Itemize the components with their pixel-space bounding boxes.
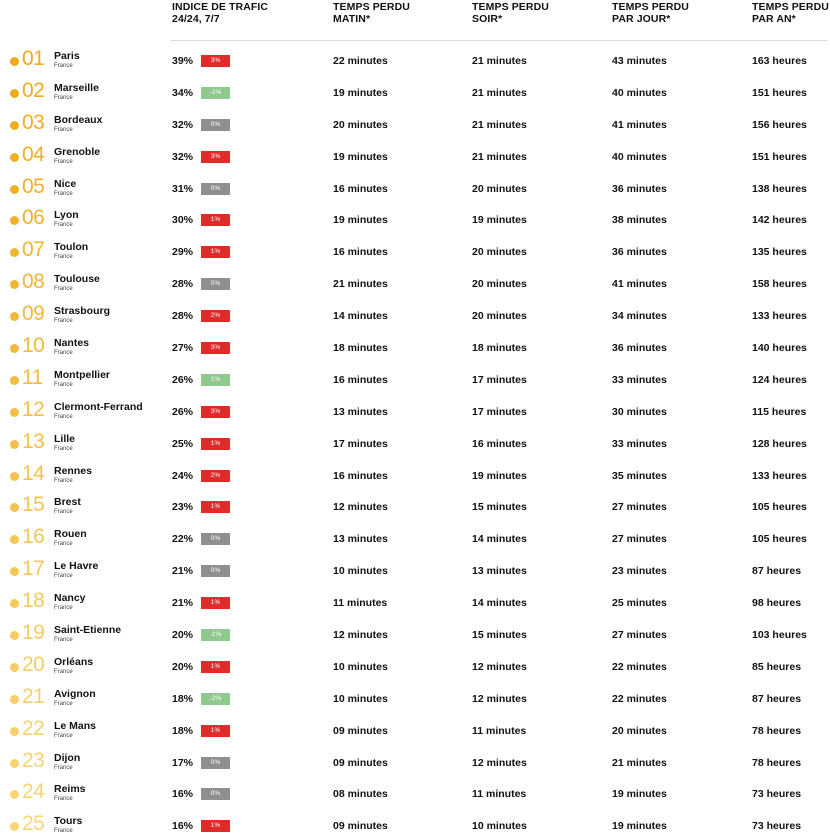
morning-time: 16 minutes — [333, 246, 388, 259]
daily-time: 25 minutes — [612, 597, 667, 610]
change-badge: 0% — [201, 757, 230, 769]
morning-time: 16 minutes — [333, 469, 388, 482]
rank-dot-icon — [10, 344, 19, 353]
country-name: France — [54, 63, 73, 69]
rank-dot-icon — [10, 153, 19, 162]
evening-time: 16 minutes — [472, 437, 527, 450]
evening-time: 20 minutes — [472, 246, 527, 259]
morning-time: 20 minutes — [333, 118, 388, 131]
yearly-time: 78 heures — [752, 756, 802, 769]
rank-dot-icon — [10, 185, 19, 194]
country-name: France — [54, 509, 73, 516]
yearly-time: 142 heures — [752, 214, 807, 227]
change-badge: 1% — [201, 597, 230, 609]
traffic-index: 20% — [172, 660, 194, 673]
morning-time: 09 minutes — [333, 820, 388, 833]
table-row — [0, 427, 830, 459]
daily-time: 27 minutes — [612, 533, 667, 546]
evening-time: 21 minutes — [472, 118, 527, 131]
morning-time: 14 minutes — [333, 310, 388, 323]
yearly-time: 128 heures — [752, 437, 807, 450]
traffic-index: 30% — [172, 214, 194, 227]
table-row — [0, 331, 830, 363]
country-name: France — [54, 190, 73, 197]
daily-time: 30 minutes — [612, 405, 667, 418]
change-badge: 1% — [201, 820, 230, 832]
traffic-index: 20% — [172, 629, 194, 642]
daily-time: 35 minutes — [612, 469, 667, 482]
traffic-index: 39% — [172, 55, 194, 67]
city-name: Montpellier — [54, 368, 111, 381]
daily-time: 20 minutes — [612, 724, 667, 737]
change-badge: -1% — [201, 629, 230, 641]
table-row — [0, 172, 830, 204]
yearly-time: 158 heures — [752, 278, 807, 291]
city-name: Saint-Etienne — [54, 624, 122, 637]
header-line: PAR AN* — [752, 13, 796, 25]
rank-number: 12 — [22, 397, 45, 421]
country-name: France — [54, 477, 73, 484]
city-name: Grenoble — [54, 145, 101, 158]
yearly-time: 105 heures — [752, 501, 807, 514]
city-name: Strasbourg — [54, 305, 111, 318]
header-line: PAR JOUR* — [612, 13, 671, 25]
morning-time: 08 minutes — [333, 788, 388, 801]
table-row — [0, 650, 830, 682]
morning-time: 22 minutes — [333, 55, 388, 67]
table-header — [0, 0, 830, 40]
evening-time: 18 minutes — [472, 342, 527, 355]
evening-time: 12 minutes — [472, 756, 527, 769]
table-row — [0, 267, 830, 299]
table-row — [0, 203, 830, 235]
yearly-time: 138 heures — [752, 182, 807, 195]
change-badge: 2% — [201, 470, 230, 482]
table-row — [0, 777, 830, 809]
morning-time: 21 minutes — [333, 278, 388, 291]
evening-time: 14 minutes — [472, 597, 527, 610]
rank-number: 18 — [22, 589, 45, 613]
rank-dot-icon — [10, 695, 19, 704]
country-name: France — [54, 700, 73, 707]
traffic-index: 24% — [172, 469, 194, 482]
table-row — [0, 235, 830, 267]
table-row — [0, 682, 830, 714]
evening-time: 17 minutes — [472, 373, 527, 386]
rank-number: 10 — [22, 334, 45, 358]
yearly-time: 135 heures — [752, 246, 807, 259]
morning-time: 16 minutes — [333, 182, 388, 195]
table-row — [0, 586, 830, 618]
yearly-time: 98 heures — [752, 597, 802, 610]
city-name: Tours — [54, 815, 83, 828]
change-badge: 1% — [201, 725, 230, 737]
traffic-index: 29% — [172, 246, 194, 259]
rank-number: 17 — [22, 557, 45, 581]
city-name: Marseille — [54, 81, 99, 94]
daily-time: 19 minutes — [612, 788, 667, 801]
country-name: France — [54, 381, 73, 388]
daily-time: 41 minutes — [612, 118, 667, 131]
traffic-index: 21% — [172, 565, 194, 578]
yearly-time: 105 heures — [752, 533, 807, 546]
change-badge: 0% — [201, 533, 230, 545]
morning-time: 10 minutes — [333, 565, 388, 578]
country-name: France — [54, 126, 73, 133]
rank-dot-icon — [10, 376, 19, 385]
table-row — [0, 714, 830, 746]
rank-dot-icon — [10, 759, 19, 768]
rank-number: 11 — [22, 365, 43, 389]
city-name: Lille — [54, 432, 76, 445]
morning-time: 18 minutes — [333, 342, 388, 355]
rank-dot-icon — [10, 408, 19, 417]
rank-number: 20 — [22, 652, 45, 676]
yearly-time: 78 heures — [752, 724, 802, 737]
rank-dot-icon — [10, 535, 19, 544]
daily-time: 21 minutes — [612, 756, 667, 769]
morning-time: 19 minutes — [333, 86, 388, 99]
country-name: France — [54, 445, 73, 452]
traffic-index: 28% — [172, 310, 194, 323]
evening-time: 12 minutes — [472, 660, 527, 673]
traffic-index: 23% — [172, 501, 194, 514]
rank-number: 14 — [22, 461, 45, 485]
yearly-time: 73 heures — [752, 820, 802, 833]
city-name: Le Havre — [54, 560, 99, 573]
evening-time: 15 minutes — [472, 629, 527, 642]
change-badge: 1% — [201, 438, 230, 450]
country-name: France — [54, 732, 73, 739]
rank-number: 21 — [22, 684, 45, 708]
rank-number: 01 — [22, 47, 45, 70]
rank-dot-icon — [10, 57, 19, 66]
country-name: France — [54, 350, 73, 357]
traffic-index: 22% — [172, 533, 194, 546]
morning-time: 10 minutes — [333, 660, 388, 673]
traffic-index: 16% — [172, 820, 194, 833]
city-name: Avignon — [54, 687, 96, 700]
table-row — [0, 140, 830, 172]
change-badge: 3% — [201, 342, 230, 354]
city-name: Nantes — [54, 337, 90, 350]
evening-time: 20 minutes — [472, 182, 527, 195]
rank-number: 06 — [22, 206, 45, 230]
daily-time: 27 minutes — [612, 629, 667, 642]
yearly-time: 115 heures — [752, 405, 807, 418]
morning-time: 12 minutes — [333, 501, 388, 514]
change-badge: 3% — [201, 55, 230, 67]
daily-time: 27 minutes — [612, 501, 667, 514]
rank-number: 13 — [22, 429, 45, 453]
rank-dot-icon — [10, 280, 19, 289]
city-name: Toulouse — [54, 273, 100, 286]
change-badge: 3% — [201, 406, 230, 418]
rank-dot-icon — [10, 472, 19, 481]
header-line: TEMPS PERDU — [752, 1, 829, 13]
rank-dot-icon — [10, 822, 19, 831]
rank-number: 25 — [22, 812, 45, 836]
city-name: Nice — [54, 177, 77, 190]
daily-time: 33 minutes — [612, 437, 667, 450]
morning-time: 19 minutes — [333, 214, 388, 227]
country-name: France — [54, 254, 73, 261]
morning-time: 19 minutes — [333, 150, 388, 163]
yearly-time: 124 heures — [752, 373, 807, 386]
header-traffic-index — [172, 1, 268, 25]
evening-time: 12 minutes — [472, 692, 527, 705]
evening-time: 15 minutes — [472, 501, 527, 514]
rank-dot-icon — [10, 663, 19, 672]
evening-time: 11 minutes — [472, 788, 527, 801]
rank-number: 04 — [22, 142, 45, 166]
country-name: France — [54, 413, 73, 420]
evening-time: 21 minutes — [472, 55, 527, 67]
city-name: Toulon — [54, 241, 89, 254]
morning-time: 16 minutes — [333, 373, 388, 386]
rank-number: 07 — [22, 238, 45, 262]
daily-time: 36 minutes — [612, 182, 667, 195]
country-name: France — [54, 286, 73, 293]
header-line: INDICE DE TRAFIC — [172, 1, 269, 13]
evening-time: 20 minutes — [472, 310, 527, 323]
change-badge: 1% — [201, 501, 230, 513]
country-name: France — [54, 573, 73, 580]
change-badge: 0% — [201, 183, 230, 195]
morning-time: 17 minutes — [333, 437, 388, 450]
header-line: TEMPS PERDU — [472, 1, 549, 13]
country-name: France — [54, 541, 73, 548]
change-badge: -2% — [201, 693, 230, 705]
traffic-index: 17% — [172, 756, 194, 769]
traffic-index: 26% — [172, 373, 194, 386]
morning-time: 09 minutes — [333, 724, 388, 737]
daily-time: 36 minutes — [612, 342, 667, 355]
rank-dot-icon — [10, 631, 19, 640]
rank-dot-icon — [10, 440, 19, 449]
daily-time: 19 minutes — [612, 820, 667, 833]
yearly-time: 87 heures — [752, 692, 802, 705]
yearly-time: 87 heures — [752, 565, 802, 578]
table-row — [0, 395, 830, 427]
header-evening — [472, 1, 549, 25]
evening-time: 20 minutes — [472, 278, 527, 291]
yearly-time: 151 heures — [752, 150, 807, 163]
traffic-index: 27% — [172, 342, 194, 355]
rank-number: 09 — [22, 302, 45, 326]
city-name: Brest — [54, 496, 81, 509]
rank-number: 16 — [22, 525, 45, 549]
rank-number: 15 — [22, 493, 45, 517]
header-line: MATIN* — [333, 13, 371, 25]
daily-time: 34 minutes — [612, 310, 667, 323]
change-badge: 1% — [201, 214, 230, 226]
city-name: Nancy — [54, 592, 86, 605]
header-line: TEMPS PERDU — [612, 1, 689, 13]
city-name: Lyon — [54, 209, 79, 222]
change-badge: 1% — [201, 661, 230, 673]
city-name: Dijon — [54, 751, 81, 764]
morning-time: 12 minutes — [333, 629, 388, 642]
change-badge: -1% — [201, 87, 230, 99]
evening-time: 19 minutes — [472, 469, 527, 482]
evening-time: 10 minutes — [472, 820, 527, 833]
traffic-index: 16% — [172, 788, 194, 801]
rank-number: 23 — [22, 748, 45, 772]
city-name: Rennes — [54, 464, 92, 477]
morning-time: 13 minutes — [333, 533, 388, 546]
rank-dot-icon — [10, 89, 19, 98]
table-row — [0, 363, 830, 395]
rank-dot-icon — [10, 599, 19, 608]
header-divider — [170, 40, 828, 41]
yearly-time: 85 heures — [752, 660, 802, 673]
rank-dot-icon — [10, 216, 19, 225]
rank-number: 02 — [22, 78, 45, 102]
rank-dot-icon — [10, 248, 19, 257]
city-name: Orléans — [54, 655, 94, 668]
daily-time: 22 minutes — [612, 692, 667, 705]
yearly-time: 151 heures — [752, 86, 807, 99]
morning-time: 10 minutes — [333, 692, 388, 705]
yearly-time: 163 heures — [752, 55, 807, 67]
evening-time: 21 minutes — [472, 150, 527, 163]
table-row — [0, 618, 830, 650]
traffic-index: 34% — [172, 86, 194, 99]
daily-time: 43 minutes — [612, 55, 667, 67]
evening-time: 17 minutes — [472, 405, 527, 418]
ranking-table — [0, 44, 830, 839]
evening-time: 21 minutes — [472, 86, 527, 99]
traffic-index: 21% — [172, 597, 194, 610]
table-row — [0, 459, 830, 491]
country-name: France — [54, 222, 73, 229]
rank-dot-icon — [10, 503, 19, 512]
traffic-index: 32% — [172, 118, 194, 131]
traffic-index: 28% — [172, 278, 194, 291]
rank-number: 19 — [22, 621, 45, 645]
evening-time: 14 minutes — [472, 533, 527, 546]
country-name: France — [54, 668, 73, 675]
traffic-index: 31% — [172, 182, 194, 195]
daily-time: 40 minutes — [612, 150, 667, 163]
city-name: Reims — [54, 783, 86, 796]
city-name: Le Mans — [54, 719, 97, 732]
change-badge: 2% — [201, 310, 230, 322]
city-name: Paris — [54, 50, 80, 62]
header-daily — [612, 1, 689, 25]
yearly-time: 103 heures — [752, 629, 807, 642]
evening-time: 19 minutes — [472, 214, 527, 227]
country-name: France — [54, 318, 73, 325]
table-row — [0, 746, 830, 778]
daily-time: 22 minutes — [612, 660, 667, 673]
city-name: Bordeaux — [54, 113, 103, 126]
rank-dot-icon — [10, 312, 19, 321]
morning-time: 09 minutes — [333, 756, 388, 769]
rank-number: 24 — [22, 780, 45, 804]
morning-time: 13 minutes — [333, 405, 388, 418]
rank-number: 05 — [22, 174, 45, 198]
yearly-time: 156 heures — [752, 118, 807, 131]
evening-time: 11 minutes — [472, 724, 527, 737]
traffic-index: 18% — [172, 724, 194, 737]
header-yearly — [752, 1, 829, 25]
table-row — [0, 809, 830, 839]
rank-dot-icon — [10, 727, 19, 736]
rank-number: 03 — [22, 110, 45, 134]
traffic-index: 25% — [172, 437, 194, 450]
change-badge: 0% — [201, 278, 230, 290]
change-badge: 0% — [201, 788, 230, 800]
evening-time: 13 minutes — [472, 565, 527, 578]
city-name: Clermont-Ferrand — [54, 400, 143, 413]
rank-dot-icon — [10, 567, 19, 576]
header-line: 24/24, 7/7 — [172, 13, 220, 25]
rank-number: 22 — [22, 716, 45, 740]
country-name: France — [54, 828, 73, 835]
morning-time: 11 minutes — [333, 597, 388, 610]
rank-dot-icon — [10, 790, 19, 799]
rank-number: 08 — [22, 270, 45, 294]
daily-time: 33 minutes — [612, 373, 667, 386]
table-row — [0, 76, 830, 108]
change-badge: 1% — [201, 246, 230, 258]
table-row — [0, 44, 830, 76]
yearly-time: 73 heures — [752, 788, 802, 801]
change-badge: 0% — [201, 565, 230, 577]
country-name: France — [54, 796, 73, 803]
country-name: France — [54, 637, 73, 644]
yearly-time: 140 heures — [752, 342, 807, 355]
table-row — [0, 299, 830, 331]
header-morning — [333, 1, 410, 25]
country-name: France — [54, 605, 73, 612]
table-row — [0, 554, 830, 586]
traffic-index: 26% — [172, 405, 194, 418]
daily-time: 41 minutes — [612, 278, 667, 291]
daily-time: 40 minutes — [612, 86, 667, 99]
header-line: SOIR* — [472, 13, 503, 25]
country-name: France — [54, 158, 73, 165]
yearly-time: 133 heures — [752, 469, 807, 482]
country-name: France — [54, 764, 73, 771]
city-name: Rouen — [54, 528, 87, 541]
change-badge: 3% — [201, 151, 230, 163]
table-row — [0, 490, 830, 522]
header-line: TEMPS PERDU — [333, 1, 410, 13]
daily-time: 36 minutes — [612, 246, 667, 259]
change-badge: 0% — [201, 119, 230, 131]
daily-time: 38 minutes — [612, 214, 667, 227]
traffic-index: 18% — [172, 692, 194, 705]
change-badge: 1% — [201, 374, 230, 386]
yearly-time: 133 heures — [752, 310, 807, 323]
rank-dot-icon — [10, 121, 19, 130]
table-row — [0, 108, 830, 140]
country-name: France — [54, 94, 73, 101]
traffic-index: 32% — [172, 150, 194, 163]
daily-time: 23 minutes — [612, 565, 667, 578]
table-row — [0, 522, 830, 554]
